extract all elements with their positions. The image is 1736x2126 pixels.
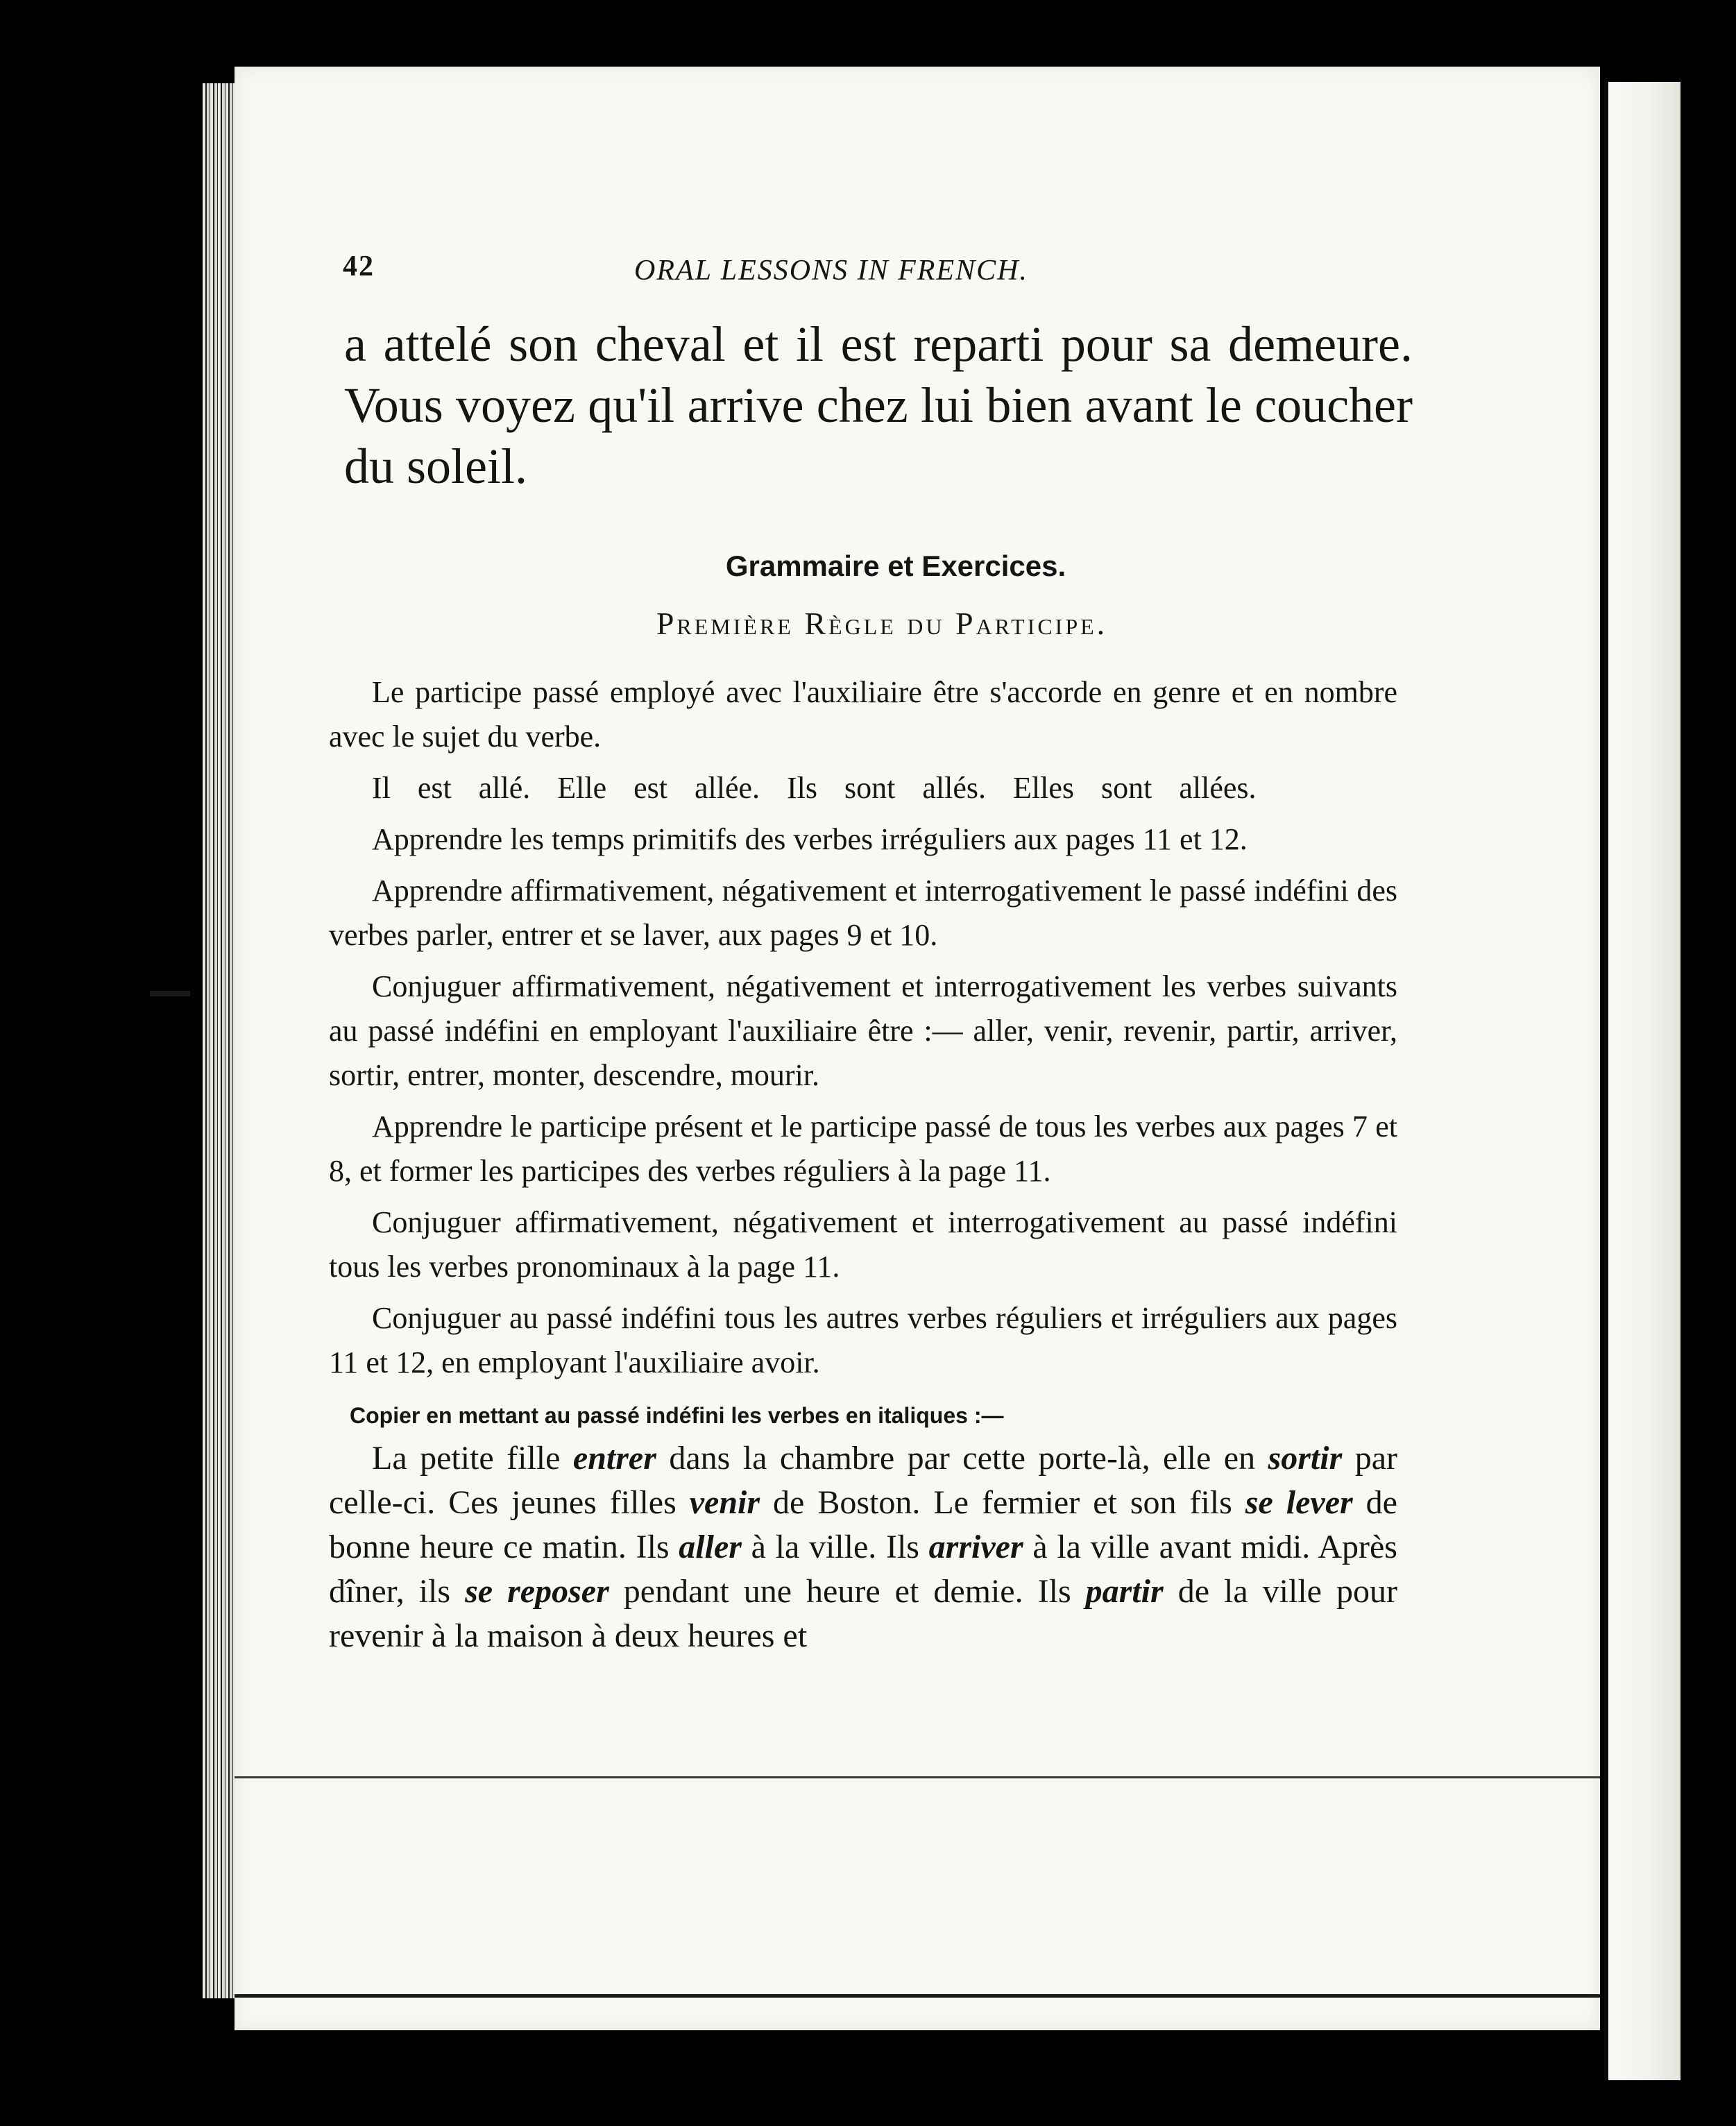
exercise-text-part: à la ville. Ils bbox=[741, 1529, 929, 1565]
example-sentences: Il est allé. Elle est allée. Ils sont allés. Elles sont allées. bbox=[372, 771, 1257, 805]
exercise-paragraph: Conjuguer affirmativement, négativement et interrogativement au passé indéfini tous les verbes pronominaux à la page 11. bbox=[329, 1205, 1397, 1284]
subsection-title: Première Règle du Participe. bbox=[656, 606, 1108, 641]
lead-paragraph: a attelé son cheval et il est reparti pour sa demeure. Vous voyez qu'il arrive chez lui bien avant le coucher du soleil. bbox=[344, 316, 1413, 494]
rule-paragraph: Le participe passé employé avec l'auxiliaire être s'accorde en genre et en nombre avec le sujet du verbe. bbox=[329, 675, 1397, 754]
exercise-clip bbox=[329, 1436, 1398, 1654]
italic-verb: aller bbox=[679, 1529, 742, 1565]
exercise-paragraph: Conjuguer affirmativement, négativement et interrogativement les verbes suivants au passé indéfini en employant l'auxiliaire être :— aller, venir, revenir, partir, arriver, sortir, entrer, monter, descendre, mourir. bbox=[329, 969, 1397, 1092]
exercise-text-part: de la ville pour revenir à la maison à deux heures et bbox=[329, 1573, 1397, 1654]
italic-verb: se reposer bbox=[465, 1573, 609, 1610]
exercise-text-part: pendant une heure et demie. Ils bbox=[609, 1573, 1086, 1610]
section-title: Grammaire et Exercices. bbox=[725, 550, 1066, 582]
italic-verb: venir bbox=[689, 1484, 760, 1521]
body-text bbox=[329, 670, 1398, 1654]
exercise-text-part: dans la chambre par cette porte-là, elle en bbox=[656, 1440, 1268, 1477]
exercise-instruction: Copier en mettant au passé indéfini les verbes en italiques :— bbox=[350, 1403, 1004, 1428]
italic-verb: arriver bbox=[928, 1529, 1023, 1565]
page-number: 42 bbox=[343, 250, 375, 282]
page-bottom-edge bbox=[235, 1994, 1600, 1998]
exercise-text-part: de bonne heure ce matin. Ils bbox=[329, 1484, 1397, 1565]
exercise-text-part: par celle-ci. Ces jeunes filles bbox=[329, 1440, 1398, 1521]
exercise-paragraph: Conjuguer au passé indéfini tous les autres verbes réguliers et irréguliers aux pages 11 et 12, en employant l'auxiliaire avoir. bbox=[329, 1301, 1397, 1379]
exercise-text-part: à la ville avant midi. Après dîner, ils bbox=[329, 1529, 1397, 1610]
margin-mark bbox=[150, 991, 190, 996]
page-rule-line bbox=[235, 1776, 1600, 1778]
exercise-paragraph: Apprendre les temps primitifs des verbes irréguliers aux pages 11 et 12. bbox=[372, 822, 1248, 856]
exercise-text-part: de Boston. Le fermier et son fils bbox=[760, 1484, 1245, 1521]
italic-verb: entrer bbox=[572, 1440, 656, 1477]
italic-verb: sortir bbox=[1268, 1440, 1343, 1477]
facing-page-edge bbox=[1604, 82, 1680, 2080]
exercise-text-part: La petite fille bbox=[372, 1440, 573, 1477]
italic-verb: se lever bbox=[1245, 1484, 1353, 1521]
exercise-paragraph: Apprendre le participe présent et le participe passé de tous les verbes aux pages 7 et 8, et former les participes des verbes réguliers à la page 11. bbox=[329, 1109, 1397, 1188]
book-spine bbox=[203, 83, 235, 1998]
running-head: ORAL LESSONS IN FRENCH. bbox=[634, 255, 1028, 287]
exercise-paragraph: Apprendre affirmativement, négativement et interrogativement le passé indéfini des verbes parler, entrer et se laver, aux pages 9 et 10. bbox=[329, 874, 1397, 952]
italic-verb: partir bbox=[1085, 1573, 1164, 1610]
exercise-text bbox=[329, 1436, 1397, 1658]
